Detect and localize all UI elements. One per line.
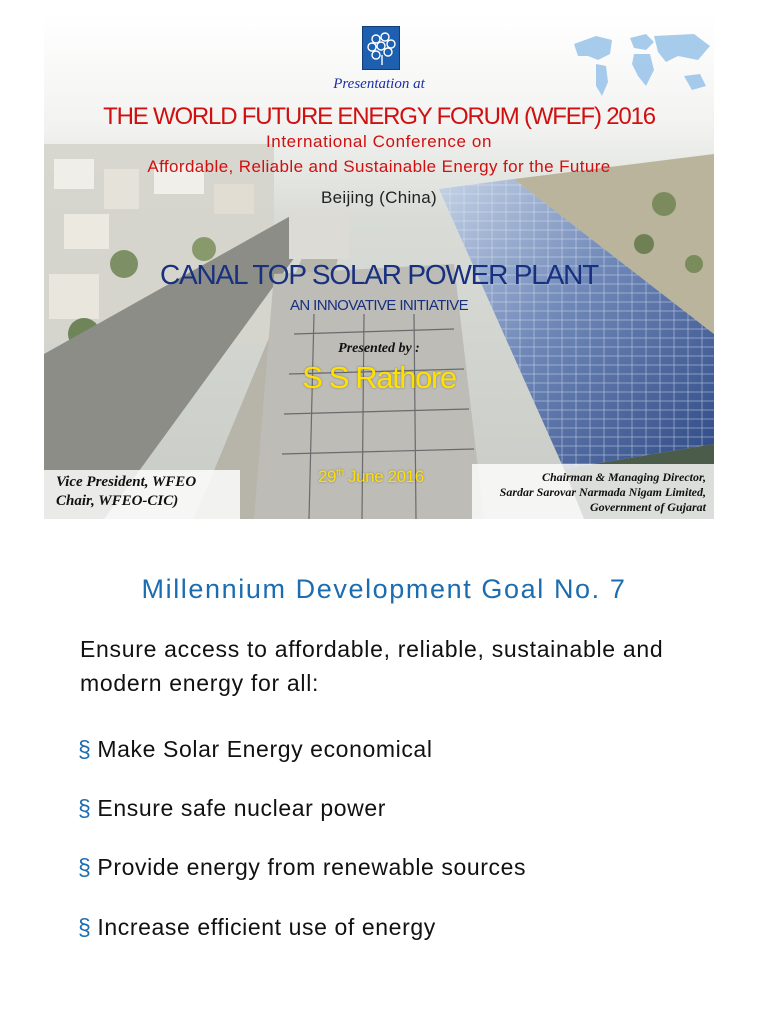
chairman-line-2: Sardar Sarovar Narmada Nigam Limited, xyxy=(499,485,706,499)
forum-title: THE WORLD FUTURE ENERGY FORUM (WFEF) 2016 xyxy=(103,103,655,130)
bullet-text: Ensure safe nuclear power xyxy=(97,795,387,821)
bullet-marker: § xyxy=(78,795,92,821)
title-slide xyxy=(44,14,714,519)
world-map-icon xyxy=(566,26,714,106)
goal-title: Millennium Development Goal No. 7 xyxy=(141,574,627,604)
date-suffix: th xyxy=(336,467,344,479)
wfeo-tree-logo-icon xyxy=(362,26,400,70)
plant-title: CANAL TOP SOLAR POWER PLANT xyxy=(159,259,599,290)
vp-line-2: Chair, WFEO-CIC) xyxy=(56,493,179,509)
date-day: 29 xyxy=(318,467,337,486)
conference-city: Beijing (China) xyxy=(321,188,437,207)
bullet-text: Provide energy from renewable sources xyxy=(97,854,527,880)
chairman-line-1: Chairman & Managing Director, xyxy=(541,470,706,484)
date-month-year: June 2016 xyxy=(343,467,424,486)
goal-intro: Ensure access to affordable, reliable, sustainable and modern energy for all: xyxy=(80,636,664,696)
bullet-text: Make Solar Energy economical xyxy=(97,736,433,762)
bullet-text: Increase efficient use of energy xyxy=(97,914,436,940)
presentation-date xyxy=(318,467,424,487)
conference-line-1: International Conference on xyxy=(265,132,492,151)
initiative-subtitle: AN INNOVATIVE INITIATIVE xyxy=(289,297,469,314)
chairman-line-3: Government of Gujarat xyxy=(589,500,706,514)
list-item xyxy=(78,795,386,822)
bullet-marker: § xyxy=(78,914,92,940)
presentation-at-label: Presentation at xyxy=(333,76,425,92)
vp-line-1: Vice President, WFEO xyxy=(56,474,197,490)
conference-line-2: Affordable, Reliable and Sustainable Energy for the Future xyxy=(147,157,611,176)
presented-by-label: Presented by : xyxy=(338,341,420,356)
list-item xyxy=(78,736,433,763)
bullet-marker: § xyxy=(78,736,92,762)
presenter-name: S S Rathore xyxy=(302,360,456,395)
bullet-marker: § xyxy=(78,854,92,880)
list-item xyxy=(78,854,526,881)
list-item xyxy=(78,914,436,941)
